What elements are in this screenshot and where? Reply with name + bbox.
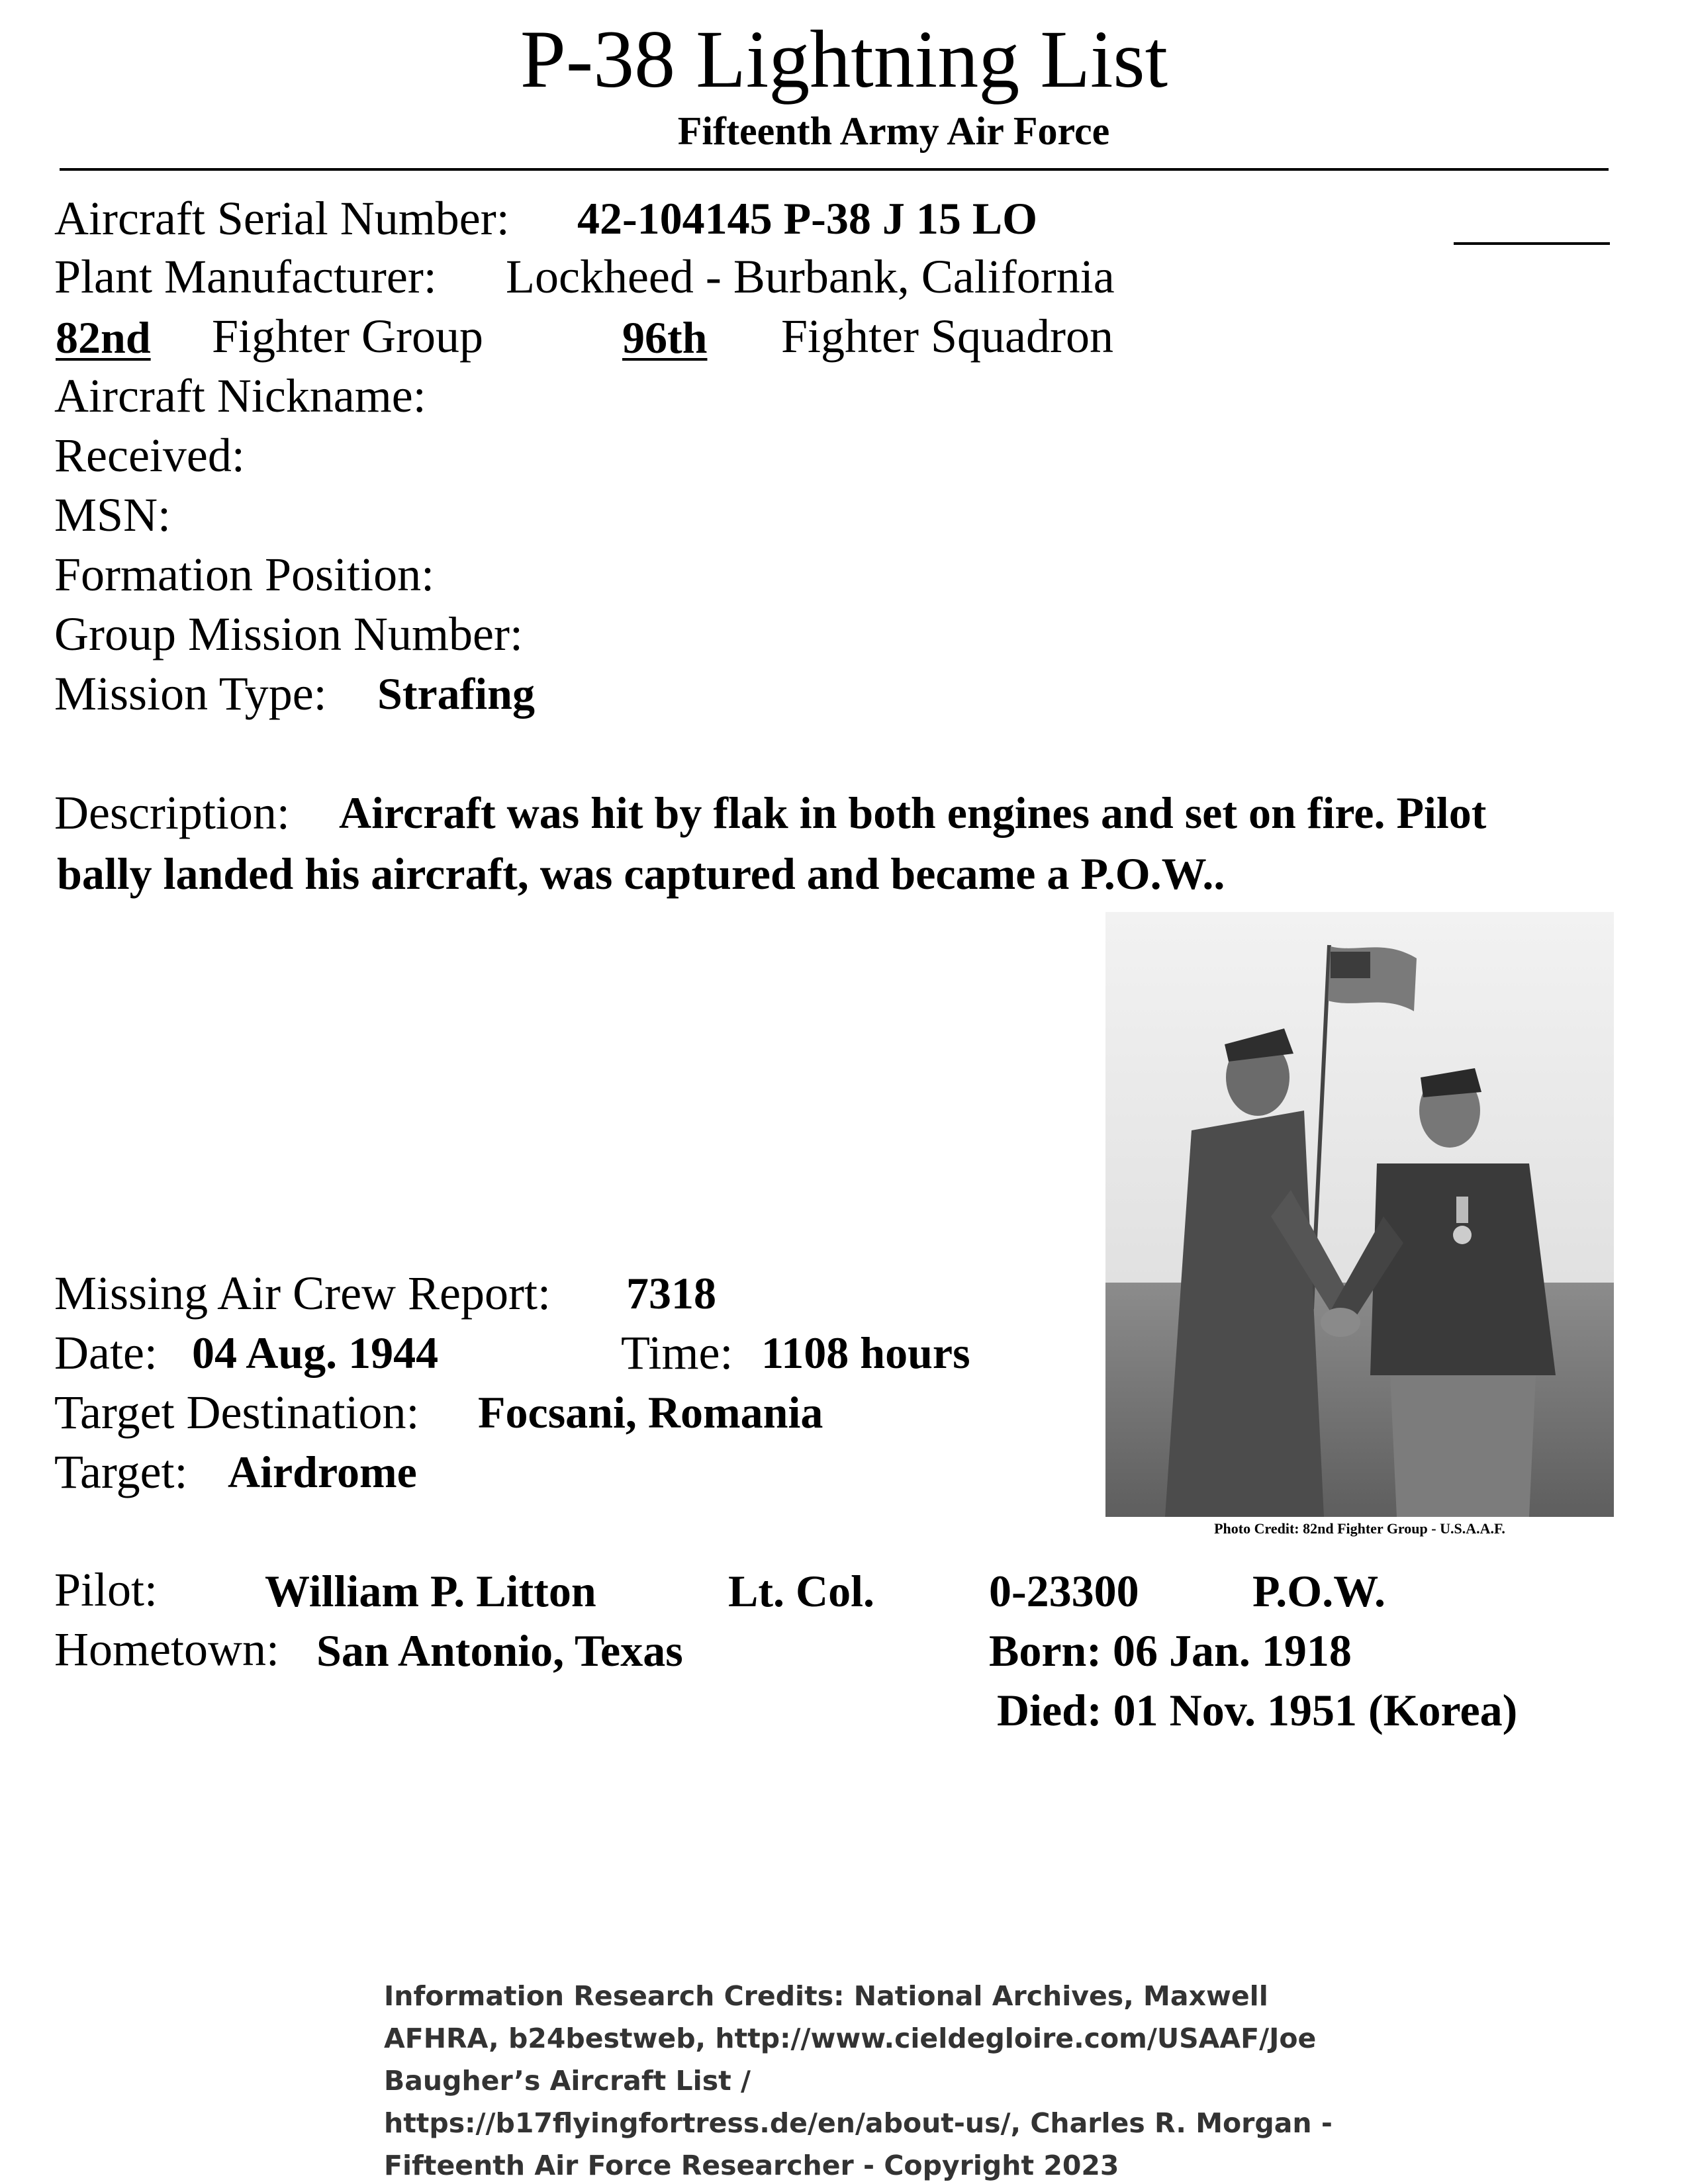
macr-label: Missing Air Crew Report: [54, 1267, 551, 1320]
pilot-label: Pilot: [54, 1563, 158, 1616]
hometown-label: Hometown: [54, 1623, 279, 1676]
page-subtitle: Fifteenth Army Air Force [677, 109, 1110, 153]
pilot-status: P.O.W. [1252, 1566, 1385, 1616]
pilot-serial: 0-23300 [989, 1566, 1139, 1616]
target-label: Target: [54, 1445, 188, 1498]
page-title: P-38 Lightning List [520, 14, 1168, 105]
serial-label: Aircraft Serial Number: [54, 192, 510, 245]
target-destination-label: Target Destination: [54, 1386, 420, 1439]
date-value: 04 Aug. 1944 [192, 1328, 439, 1378]
description-line-2: bally landed his aircraft, was captured and became a P.O.W.. [57, 848, 1225, 899]
received-label: Received: [54, 429, 245, 482]
fighter-squadron-value: 96th [622, 312, 708, 363]
description-line-1: Aircraft was hit by flak in both engines and set on fire. Pilot [339, 788, 1487, 838]
photo-credit: Photo Credit: 82nd Fighter Group - U.S.A.A.F. [1214, 1520, 1505, 1537]
description-label: Description: [54, 786, 290, 839]
pilot-born: Born: 06 Jan. 1918 [989, 1625, 1352, 1676]
manufacturer-label: Plant Manufacturer: [54, 250, 437, 303]
fighter-group-value: 82nd [56, 312, 151, 363]
target-destination-value: Focsani, Romania [478, 1387, 823, 1437]
formation-position-label: Formation Position: [54, 548, 435, 601]
pilot-rank: Lt. Col. [728, 1566, 874, 1616]
research-credits: Information Research Credits: National Archives, Maxwell AFHRA, b24bestweb, http://www.cieldegloire.com/USAAF/Joe Baugher’s Aircraft List / https://b17flyingfortress.de/en/about-us/, Charles R. Morgan - Fifteenth Air Force Researcher - Copyright 2023 [384, 1980, 1333, 2181]
photo-illustration [1105, 912, 1614, 1517]
target-value: Airdrome [228, 1447, 417, 1497]
fighter-group-label: Fighter Group [212, 310, 483, 363]
time-label: Time: [621, 1326, 733, 1379]
serial-blank-line [1454, 242, 1610, 245]
msn-label: MSN: [54, 488, 171, 541]
serial-value: 42-104145 P-38 J 15 LO [577, 193, 1038, 244]
pilot-died: Died: 01 Nov. 1951 (Korea) [997, 1685, 1518, 1735]
time-value: 1108 hours [761, 1328, 970, 1378]
date-label: Date: [54, 1326, 158, 1379]
nickname-label: Aircraft Nickname: [54, 369, 426, 422]
macr-value: 7318 [626, 1268, 716, 1318]
manufacturer-value: Lockheed - Burbank, California [506, 250, 1115, 303]
group-mission-number-label: Group Mission Number: [54, 608, 523, 660]
pilot-photo [1105, 912, 1614, 1517]
mission-type-value: Strafing [377, 668, 535, 719]
mission-type-label: Mission Type: [54, 667, 327, 720]
header-divider [60, 168, 1609, 171]
pilot-name: William P. Litton [265, 1566, 596, 1616]
hometown-value: San Antonio, Texas [316, 1625, 683, 1676]
fighter-squadron-label: Fighter Squadron [781, 310, 1113, 363]
